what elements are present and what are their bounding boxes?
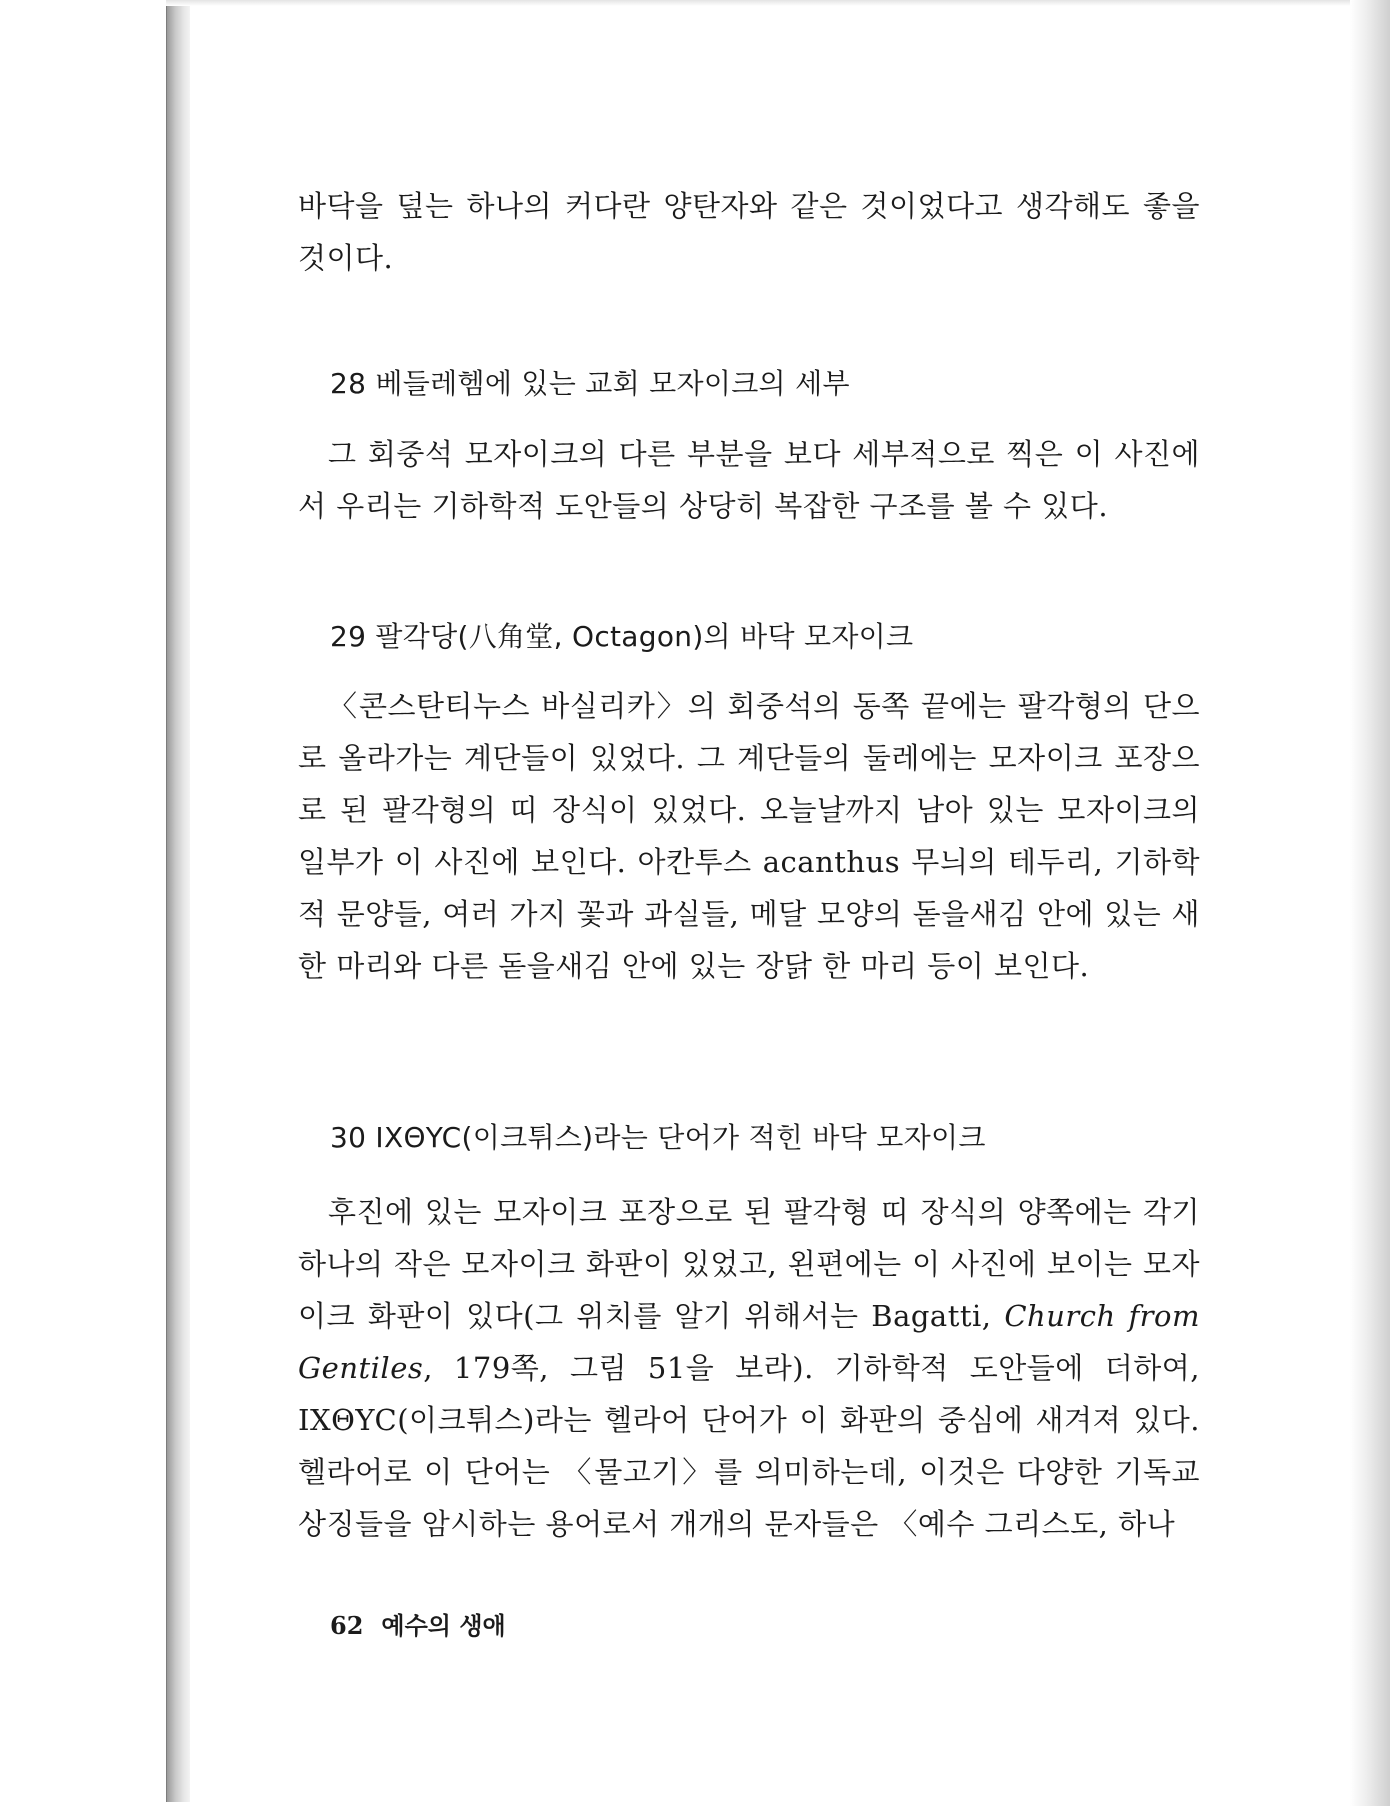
section-30-body — [298, 1186, 1200, 1550]
section-30-block — [298, 1186, 1200, 1550]
caption-29: 29 팔각당(八角堂, Octagon)의 바닥 모자이크 — [330, 620, 914, 653]
running-title: 예수의 생애 — [381, 1611, 506, 1640]
section-29-body: 〈콘스탄티누스 바실리카〉의 회중석의 동쪽 끝에는 팔각형의 단으로 올라가는 계단들이 있었다. 그 계단들의 둘레에는 모자이크 포장으로 된 팔각형의 띠 장식이 있었다. 오늘날까지 남아 있는 모자이크의 일부가 이 사진에 보인다. 아칸투스 acanthus 무늬의 테두리, 기하학적 문양들, 여러 가지 꽃과 과실들, 메달 모양의 돋을새김 안에 있는 새 한 마리와 다른 돋을새김 안에 있는 장닭 한 마리 등이 보인다. — [298, 689, 1200, 983]
section-30-body-part2: , 179쪽, 그림 51을 보라). 기하학적 도안들에 더하여, IXΘYC(이크튀스)라는 헬라어 단어가 이 화판의 중심에 새겨져 있다. 헬라어로 이 단어는 〈물고기〉를 의미하는데, 이것은 다양한 기독교 상징들을 암시하는 용어로서 개개의 문자들은 〈예수 그리스도, 하나 — [298, 1351, 1200, 1541]
caption-30: 30 IXΘYC(이크튀스)라는 단어가 적힌 바닥 모자이크 — [330, 1121, 986, 1154]
page-right-shadow — [1350, 0, 1390, 1806]
page-number: 62 — [330, 1611, 364, 1640]
intro-block — [298, 180, 1200, 284]
caption-28: 28 베들레헴에 있는 교회 모자이크의 세부 — [330, 367, 850, 400]
page-footer — [330, 1606, 506, 1641]
section-30-body-part1: 후진에 있는 모자이크 포장으로 된 팔각형 띠 장식의 양쪽에는 각기 하나의 작은 모자이크 화판이 있었고, 왼편에는 이 사진에 보이는 모자이크 화판이 있다(그 위치를 알기 위해서는 Bagatti, — [298, 1195, 1200, 1333]
intro-paragraph: 바닥을 덮는 하나의 커다란 양탄자와 같은 것이었다고 생각해도 좋을 것이다. — [298, 189, 1200, 275]
section-28-block — [298, 428, 1200, 532]
book-title-italic: Church from Gentiles — [298, 1299, 1200, 1385]
section-29-block — [298, 680, 1200, 992]
page-side-edge — [166, 6, 191, 1802]
section-28-body: 그 회중석 모자이크의 다른 부분을 보다 세부적으로 찍은 이 사진에서 우리는 기하학적 도안들의 상당히 복잡한 구조를 볼 수 있다. — [298, 437, 1200, 523]
